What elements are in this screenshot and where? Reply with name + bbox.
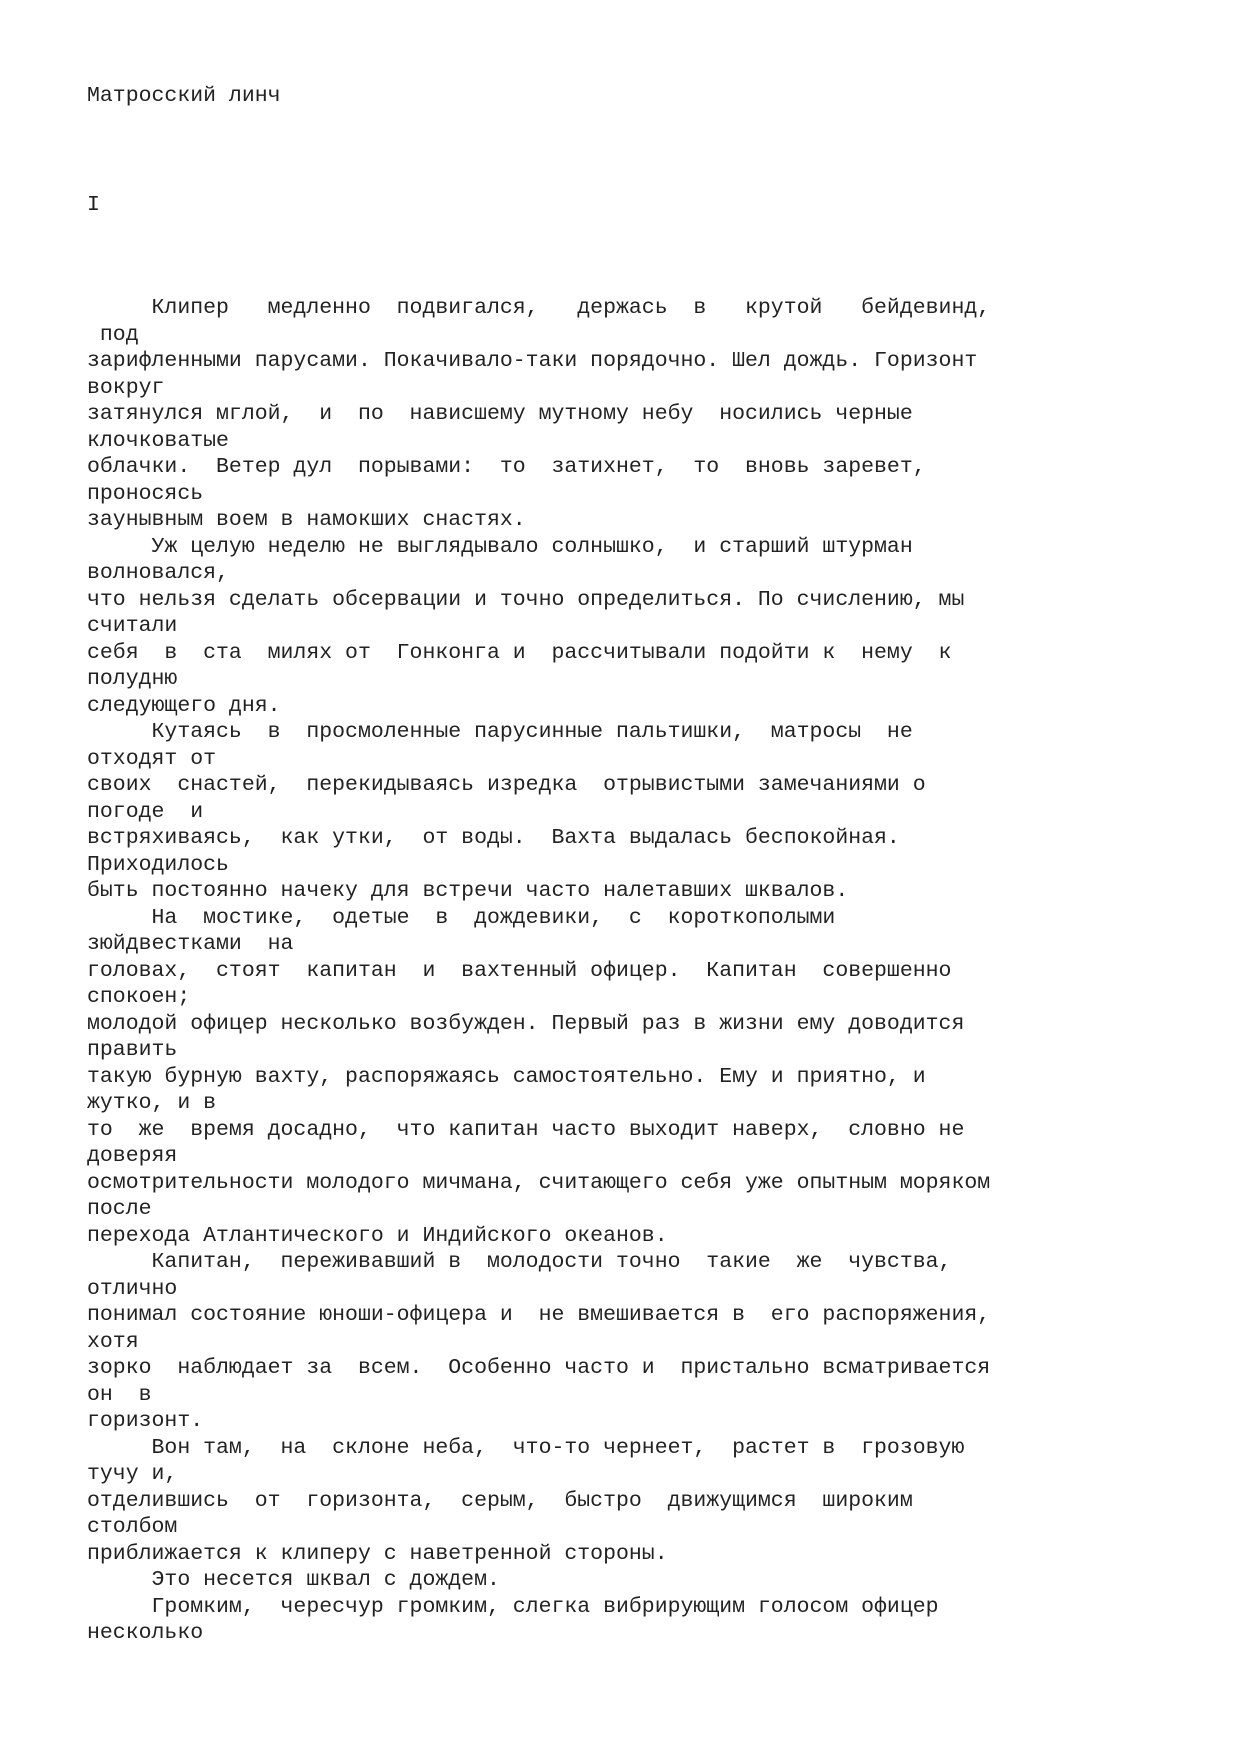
text-line: отлично xyxy=(87,1276,178,1301)
text-line: такую бурную вахту, распоряжаясь самостоятельно. Ему и приятно, и xyxy=(87,1064,926,1089)
text-line: спокоен; xyxy=(87,985,191,1009)
text-line: тучу и, xyxy=(87,1462,178,1486)
text-line: затянулся мглой, и по нависшему мутному небу носились черные xyxy=(87,402,913,426)
text-line: он в xyxy=(87,1382,152,1407)
text-line: отделившись от горизонта, серым, быстро движущимся широким xyxy=(87,1488,913,1513)
text-line: себя в ста милях от Гонконга и рассчитывали подойти к нему к xyxy=(87,640,952,665)
text-line: следующего дня. xyxy=(87,693,281,718)
text-line: перехода Атлантического и Индийского океанов. xyxy=(87,1223,668,1248)
text-line: облачки. Ветер дул порывами: то затихнет, то вновь заревет, xyxy=(87,455,926,479)
text-line: На мостике, одетые в дождевики, с короткополыми xyxy=(87,905,836,930)
text-line: понимал состояние юноши-офицера и не вмешивается в его распоряжения, xyxy=(87,1303,991,1327)
text-line: под xyxy=(87,322,139,347)
text-line: Громким, чересчур громким, слегка вибрирующим голосом офицер xyxy=(87,1594,939,1619)
text-line: волновался, xyxy=(87,561,229,585)
text-line: проносясь xyxy=(87,481,204,506)
text-line: доверяя xyxy=(87,1144,178,1168)
text-line: Приходилось xyxy=(87,852,229,877)
chapter-heading: I xyxy=(87,193,100,217)
text-line: Уж целую неделю не выглядывало солнышко, и старший штурман xyxy=(87,534,913,559)
text-line: приближается к клиперу с наветренной стороны. xyxy=(87,1541,668,1566)
text-line: зюйдвестками на xyxy=(87,932,294,956)
text-line: клочковатые xyxy=(87,428,229,453)
text-line: осмотрительности молодого мичмана, считающего себя уже опытным моряком xyxy=(87,1170,991,1195)
text-line: полудню xyxy=(87,667,178,691)
text-line: быть постоянно начеку для встречи часто налетавших шквалов. xyxy=(87,879,849,903)
document-title: Матросский линч xyxy=(87,84,281,108)
body-text xyxy=(87,295,1187,1647)
text-line: встряхиваясь, как утки, от воды. Вахта выдалась беспокойная. xyxy=(87,826,900,850)
text-line: то же время досадно, что капитан часто выходит наверх, словно не xyxy=(87,1117,965,1142)
text-line: хотя xyxy=(87,1329,139,1354)
text-line: считали xyxy=(87,614,178,638)
text-line: Клипер медленно подвигался, держась в крутой бейдевинд, xyxy=(87,296,991,320)
text-line: головах, стоят капитан и вахтенный офицер. Капитан совершенно xyxy=(87,958,952,983)
text-line: горизонт. xyxy=(87,1409,204,1433)
text-line: Капитан, переживавший в молодости точно такие же чувства, xyxy=(87,1250,952,1274)
text-line: отходят от xyxy=(87,746,217,771)
text-line: своих снастей, перекидываясь изредка отрывистыми замечаниями о xyxy=(87,773,926,797)
text-line: вокруг xyxy=(87,375,165,400)
text-line: Это несется шквал с дождем. xyxy=(87,1568,500,1592)
text-line: несколько xyxy=(87,1621,204,1645)
text-line: столбом xyxy=(87,1515,178,1539)
text-line: жутко, и в xyxy=(87,1091,217,1115)
text-line: молодой офицер несколько возбужден. Первый раз в жизни ему доводится xyxy=(87,1011,965,1036)
text-line: что нельзя сделать обсервации и точно определиться. По счислению, мы xyxy=(87,587,965,612)
text-line: после xyxy=(87,1197,152,1221)
text-line: зарифленными парусами. Покачивало-таки порядочно. Шел дождь. Горизонт xyxy=(87,349,978,373)
text-line: погоде и xyxy=(87,799,204,824)
text-line: зорко наблюдает за всем. Особенно часто и пристально всматривается xyxy=(87,1356,991,1380)
text-line: Кутаясь в просмоленные парусинные пальтишки, матросы не xyxy=(87,720,913,744)
text-line: заунывным воем в намокших снастях. xyxy=(87,508,526,532)
text-line: Вон там, на склоне неба, что-то чернеет, растет в грозовую xyxy=(87,1435,965,1460)
text-line: править xyxy=(87,1038,178,1062)
